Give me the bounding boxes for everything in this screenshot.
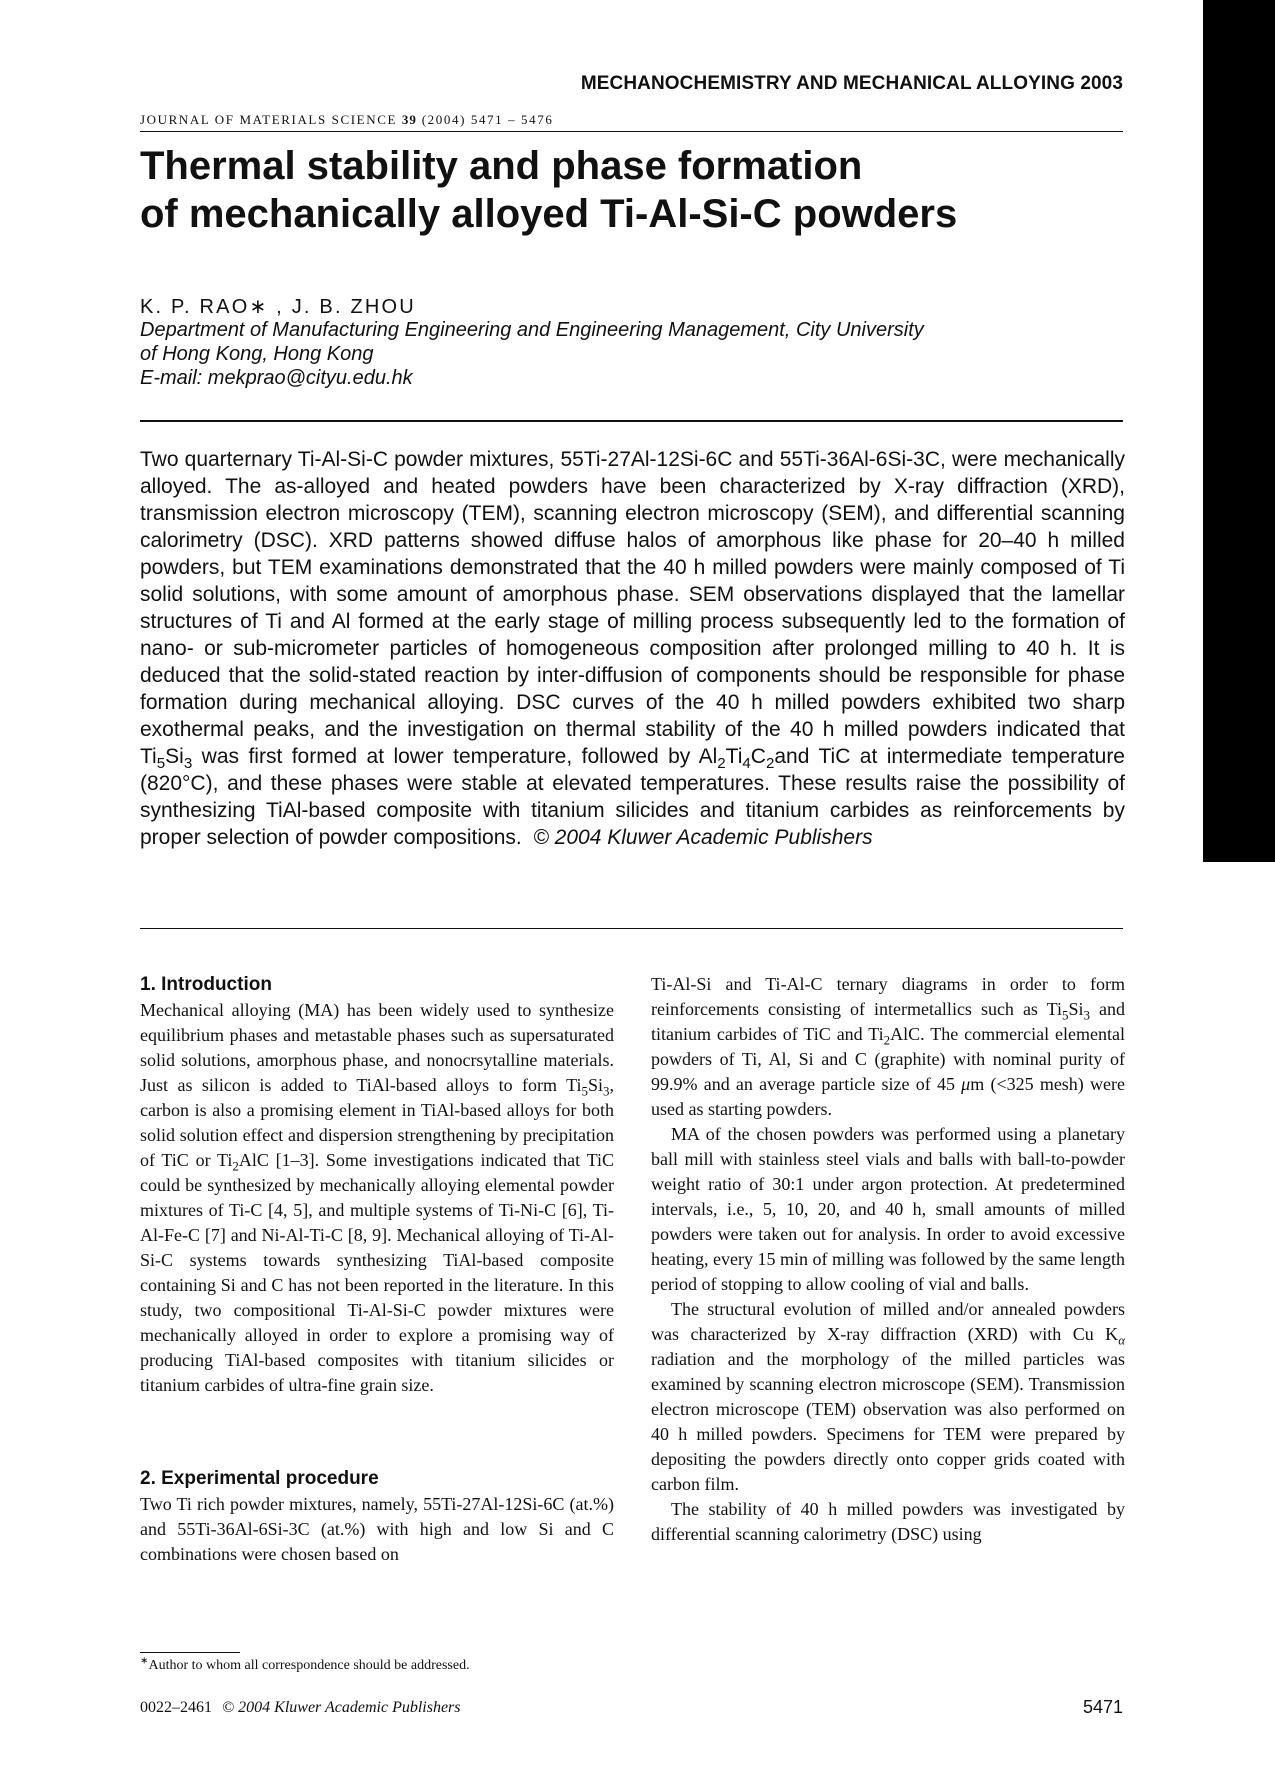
abstract-copyright: © 2004 Kluwer Academic Publishers [533, 826, 873, 849]
affiliation-line-1: Department of Manufacturing Engineering and Engineering Management, City University [140, 319, 924, 341]
formula-ti5si3: $Ti_5Si_3$ [566, 1075, 610, 1099]
footnote: ∗Author to whom all correspondence should be addressed. [140, 1655, 470, 1673]
abstract-text-2: was first formed at lower temperature, followed by [192, 745, 699, 768]
title-line-2: of mechanically alloyed Ti-Al-Si-C powders [140, 192, 958, 236]
header-rule [140, 131, 1123, 132]
abstract-text-1: Two quarternary Ti-Al-Si-C powder mixtures, 55Ti-27Al-12Si-6C and 55Ti-36Al-6Si-3C, were mechanically alloyed. The as-alloyed and heated powders have been characterized by X-ray diffraction (XRD), transmission electron microscopy (TEM), scanning electron microscopy (SEM), and differential scanning calorimetry (DSC). XRD patterns showed diffuse halos of amorphous like phase for 20–40 h milled powders, but TEM examinations demonstrated that the 40 h milled powders were mainly composed of Ti solid solutions, with some amount of amorphous phase. SEM observations displayed that the lamellar structures of Ti and Al formed at the early stage of milling process subsequently led to the formation of nano- or sub-micrometer particles of homogeneous composition after prolonged milling to 40 h. It is deduced that the solid-stated reaction by inter-diffusion of components should be responsible for phase formation during mechanical alloying. DSC curves of the 40 h milled powders exhibited two sharp exothermal peaks, and the investigation on thermal stability of the 40 h milled powders indicated that [140, 448, 1125, 741]
title-line-1: Thermal stability and phase formation [140, 144, 863, 188]
footnote-rule [140, 1652, 240, 1653]
formula-ti2alc: $Ti_2AlC$ [217, 1150, 269, 1174]
journal-year-pages: (2004) 5471 – 5476 [421, 112, 554, 127]
section-heading-introduction: 1. Introduction [140, 974, 272, 995]
section-heading-experimental: 2. Experimental procedure [140, 1468, 379, 1489]
authors: K. P. RAO∗ , J. B. ZHOU [140, 296, 416, 318]
journal-name: JOURNAL OF MATERIALS SCIENCE [140, 112, 398, 127]
abstract-bottom-rule [140, 928, 1123, 929]
milling-paragraph: MA of the chosen powders was performed using a planetary ball mill with stainless steel vials and balls with ball-to-powder weight ratio of 30:1 under argon protection. At predetermined intervals, i.e., 5, 10, 20, and 40 h, small amounts of milled powders were taken out for analysis. In order to avoid excessive heating, every 15 min of milling was followed by the same length period of stopping to allow cooling of vial and balls. [651, 1124, 1125, 1294]
formula-ti5si3: $Ti_5Si_3$ [1046, 999, 1090, 1023]
footer-copyright: © 2004 Kluwer Academic Publishers [222, 1699, 461, 1716]
abstract [140, 446, 1125, 851]
journal-volume: 39 [401, 112, 417, 127]
left-column [140, 972, 614, 1567]
journal-citation [140, 112, 553, 128]
materials-paragraph: Ti-Al-Si and Ti-Al-C ternary diagrams in order to form reinforcements consisting of intermetallics such as $Ti_5Si_3$ and titanium carbides of TiC and $Ti_2AlC$. The commercial elemental powders of Ti, Al, Si and C (graphite) with nominal purity of 99.9% and an average particle size of 45 μm (<325 mesh) were used as starting powders. [651, 974, 1125, 1119]
issn: 0022–2461 [140, 1699, 212, 1716]
characterization-paragraph: The structural evolution of milled and/or annealed powders was characterized by X-ray diffraction (XRD) with Cu $K_\alpha$ radiation and the morphology of the milled particles was examined by scanning electron microscope (SEM). Transmission electron microscope (TEM) observation was also performed on 40 h milled powders. Specimens for TEM were prepared by depositing the powders directly onto copper grids coated with carbon film. [651, 1299, 1125, 1494]
experimental-paragraph: Two Ti rich powder mixtures, namely, 55Ti-27Al-12Si-6C (at.%) and 55Ti-36Al-6Si-3C (at.%) with high and low Si and C combinations were chosen based on [140, 1494, 614, 1564]
page-number: 5471 [1082, 1697, 1123, 1717]
article-title [140, 142, 1100, 238]
formula-ti2alc: $Ti_2AlC$ [868, 1024, 921, 1048]
page-edge-tab [1203, 0, 1275, 862]
author-email: E-mail: mekprao@cityu.edu.hk [140, 367, 413, 389]
formula-al2ti4c2: $Al_2Ti_4C_2$ [698, 745, 775, 773]
affiliation-line-2: of Hong Kong, Hong Kong [140, 343, 374, 365]
running-head: MECHANOCHEMISTRY AND MECHANICAL ALLOYING 2003 [580, 73, 1123, 94]
abstract-top-rule [140, 420, 1123, 422]
dsc-paragraph: The stability of 40 h milled powders was investigated by differential scanning calorimetry (DSC) using [651, 1499, 1125, 1544]
formula-ti5si3: $Ti_5Si_3$ [140, 745, 193, 773]
footer-issn-copyright [140, 1699, 461, 1717]
right-column [651, 972, 1125, 1547]
affiliation [140, 318, 1120, 390]
intro-paragraph: Mechanical alloying (MA) has been widely used to synthesize equilibrium phases and metastable phases such as supersaturated solid solutions, amorphous phase, and nonocrsytalline materials. Just as silicon is added to TiAl-based alloys to form $Ti_5Si_3$, carbon is also a promising element in TiAl-based alloys for both solid solution effect and dispersion strengthening by precipitation of TiC or $Ti_2AlC$ [1–3]. Some investigations indicated that TiC could be synthesized by mechanically alloying elemental powder mixtures of Ti-C [4, 5], and multiple systems of Ti-Ni-C [6], Ti-Al-Fe-C [7] and Ni-Al-Ti-C [8, 9]. Mechanical alloying of Ti-Al-Si-C systems towards synthesizing TiAl-based composite containing Si and C has not been reported in the literature. In this study, two compositional Ti-Al-Si-C powder mixtures were mechanically alloyed in order to explore a promising way of producing TiAl-based composites with titanium silicides or titanium carbides of ultra-fine grain size. [140, 1000, 614, 1395]
abstract-text-3: and TiC at intermediate temperature (820°C), and these phases were stable at elevated temperatures. These results raise the possibility of synthesizing TiAl-based composite with titanium silicides and titanium carbides as reinforcements by proper selection of powder compositions. [140, 745, 1125, 849]
